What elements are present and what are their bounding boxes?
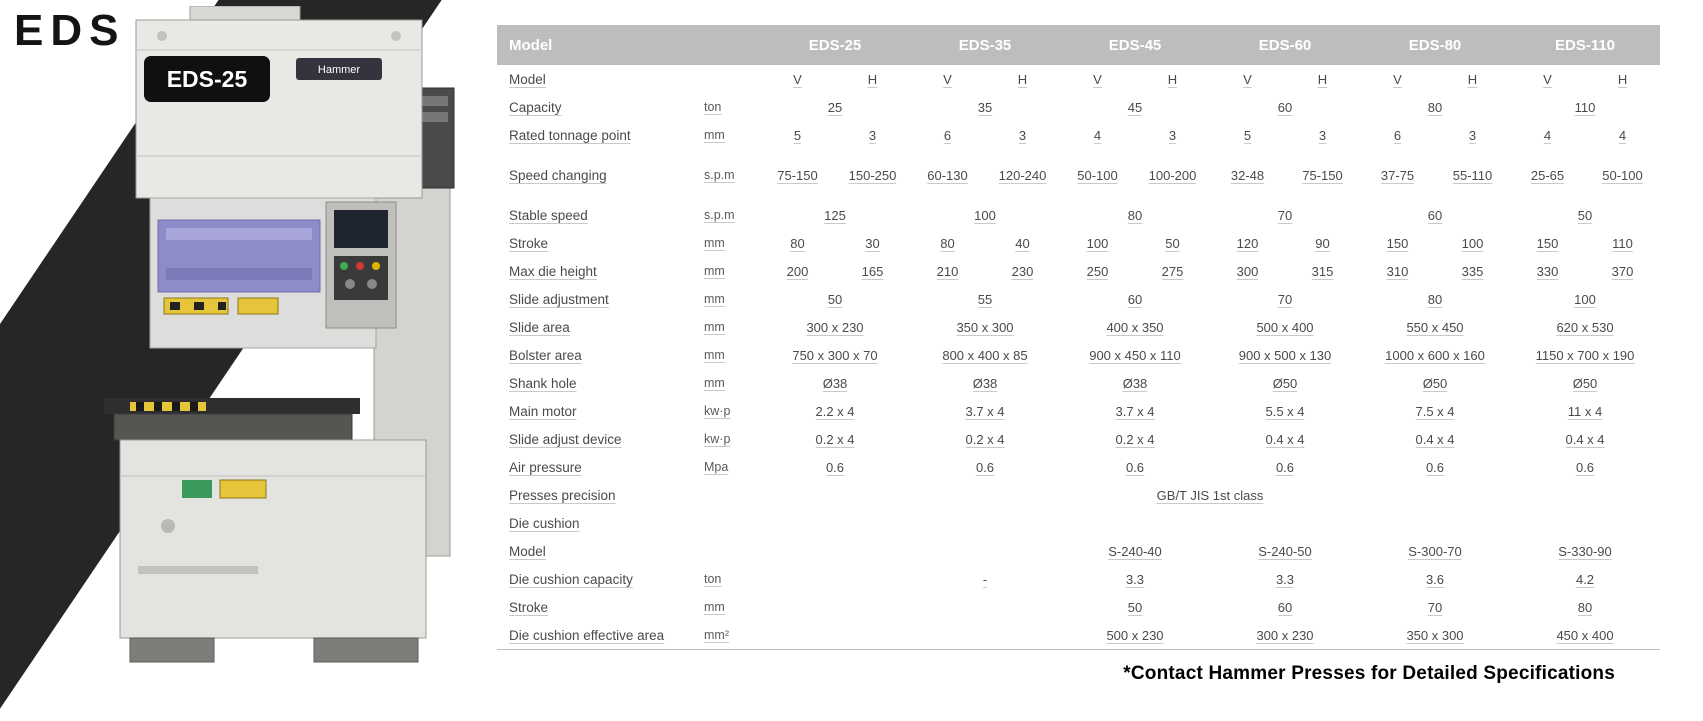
spec-value: 50	[827, 291, 843, 307]
spec-value: 2.2 x 4	[815, 403, 855, 419]
spec-value: 310	[1386, 263, 1409, 279]
unit-cell	[702, 509, 760, 537]
spec-value: Ø38	[972, 375, 998, 391]
row-label: Model	[509, 543, 546, 559]
machine-feet	[130, 638, 418, 662]
spec-value: 0.2 x 4	[1115, 431, 1155, 447]
spec-row	[497, 453, 1660, 481]
spec-value: 5	[793, 127, 802, 143]
spec-value: 550 x 450	[1406, 319, 1464, 335]
spec-value: Ø50	[1572, 375, 1598, 391]
unit-cell: s.p.m	[704, 208, 735, 222]
spec-value: 315	[1311, 263, 1334, 279]
spec-row	[497, 285, 1660, 313]
spec-value: V	[793, 71, 802, 87]
spec-value: 55	[977, 291, 993, 307]
footer-note: *Contact Hammer Presses for Detailed Specifications	[1123, 663, 1615, 684]
brand-plate	[296, 58, 382, 80]
row-label: Die cushion capacity	[509, 571, 633, 587]
spec-value: 3	[1318, 127, 1327, 143]
spec-value: 0.6	[975, 459, 995, 475]
unit-cell: kw·p	[704, 404, 731, 418]
spec-value: 50	[1577, 207, 1593, 223]
spec-value: 300	[1236, 263, 1259, 279]
row-label: Stable speed	[509, 207, 588, 223]
spec-row	[497, 201, 1660, 229]
spec-value	[760, 593, 910, 621]
row-label: Slide area	[509, 319, 570, 335]
spacer-row	[497, 149, 1660, 161]
spec-value: 100	[974, 207, 996, 223]
unit-cell	[702, 65, 760, 93]
spec-value: 7.5 x 4	[1415, 403, 1455, 419]
row-label: Die cushion effective area	[497, 621, 702, 650]
bolster	[104, 398, 360, 440]
spec-value: 750 x 300 x 70	[792, 347, 878, 363]
spec-row	[497, 397, 1660, 425]
unit-cell: s.p.m	[704, 168, 735, 182]
spec-value: 335	[1461, 263, 1484, 279]
spec-value: 330	[1536, 263, 1559, 279]
spec-value: H	[1167, 71, 1178, 87]
unit-cell: mm	[704, 236, 725, 250]
spec-row	[497, 229, 1660, 257]
spec-value: 80	[1577, 599, 1593, 615]
spec-value: S-300-70	[1408, 543, 1462, 559]
spec-value: 165	[861, 263, 884, 279]
spec-value: 100	[1086, 235, 1109, 251]
unit-cell: kw·p	[704, 432, 731, 446]
spec-value: 4	[1093, 127, 1102, 143]
spec-value: S-330-90	[1558, 543, 1612, 559]
spec-value: H	[867, 71, 878, 87]
spec-value: 120-240	[998, 167, 1047, 183]
unit-cell	[702, 481, 760, 509]
spec-value: 230	[1011, 263, 1034, 279]
spec-value: 0.6	[1425, 459, 1445, 475]
spec-value: 400 x 350	[1106, 319, 1164, 335]
spec-value: 70	[1277, 291, 1293, 307]
spec-value	[760, 621, 910, 650]
spec-value: 3.6	[1425, 571, 1445, 587]
spec-row	[497, 257, 1660, 285]
spec-value: 35	[977, 99, 993, 115]
row-label: Slide adjust device	[509, 431, 622, 447]
spec-value: 3	[1018, 127, 1027, 143]
spec-value: V	[1093, 71, 1102, 87]
row-label: Main motor	[509, 403, 577, 419]
spec-value: 80	[1427, 291, 1443, 307]
spec-value: 450 x 400	[1510, 621, 1660, 650]
spec-row	[497, 509, 1660, 537]
row-label: Presses precision	[509, 487, 616, 503]
unit-cell	[702, 537, 760, 565]
spec-value: H	[1617, 71, 1628, 87]
spec-value: V	[1243, 71, 1252, 87]
spec-value: 60-130	[927, 167, 968, 183]
spec-value	[910, 537, 1060, 565]
header-cell-eds-80: EDS-80	[1360, 25, 1510, 65]
spec-row	[497, 369, 1660, 397]
spec-value: 0.6	[1275, 459, 1295, 475]
header-cell-model: Model	[497, 25, 760, 65]
spec-value: 620 x 530	[1556, 319, 1614, 335]
machine-illustration	[78, 6, 482, 670]
row-label: Air pressure	[509, 459, 582, 475]
spec-row	[497, 593, 1660, 621]
spec-value: 250	[1086, 263, 1109, 279]
spec-value: H	[1017, 71, 1028, 87]
spec-value: V	[1543, 71, 1552, 87]
spec-value: 4	[1618, 127, 1627, 143]
spec-value: 50	[1127, 599, 1143, 615]
spec-value: -	[982, 571, 988, 587]
unit-cell: mm	[704, 264, 725, 278]
unit-cell: mm	[704, 348, 725, 362]
spec-value: S-240-50	[1258, 543, 1312, 559]
unit-cell: mm	[704, 320, 725, 334]
spec-value: 275	[1161, 263, 1184, 279]
spec-row	[497, 121, 1660, 149]
spec-value: 50-100	[1077, 167, 1118, 183]
spec-row	[497, 425, 1660, 453]
spec-row	[497, 161, 1660, 189]
row-label: Stroke	[509, 235, 549, 251]
spec-value: 0.2 x 4	[815, 431, 855, 447]
spec-value: H	[1317, 71, 1328, 87]
unit-cell: mm	[704, 376, 725, 390]
spec-value: 125	[824, 207, 846, 223]
spec-value: 3	[1468, 127, 1477, 143]
row-label: Bolster area	[509, 347, 582, 363]
unit-cell: Mpa	[704, 460, 729, 474]
header-cell-eds-45: EDS-45	[1060, 25, 1210, 65]
spec-value: 100	[1574, 291, 1596, 307]
spec-value: 110	[1612, 235, 1633, 251]
spec-value	[910, 593, 1060, 621]
row-label: Speed changing	[509, 167, 607, 183]
spec-value: 70	[1427, 599, 1443, 615]
series-logo: EDS	[14, 6, 126, 55]
spec-value: 25-65	[1530, 167, 1565, 183]
spec-row	[497, 93, 1660, 121]
row-label: Slide adjustment	[509, 291, 609, 307]
row-label: Model	[509, 71, 546, 87]
spec-value: 210	[936, 263, 959, 279]
spec-value: V	[1393, 71, 1402, 87]
spec-value: 100-200	[1148, 167, 1197, 183]
spec-value: 32-48	[1230, 167, 1265, 183]
spec-value: 80	[940, 235, 955, 251]
spec-value: 3.7 x 4	[965, 403, 1005, 419]
header-cell-eds-110: EDS-110	[1510, 25, 1660, 65]
section-empty	[760, 509, 1660, 537]
spec-value: 150	[1536, 235, 1559, 251]
spec-value: 90	[1315, 235, 1330, 251]
spec-value: 900 x 500 x 130	[1238, 347, 1332, 363]
spec-value: Ø38	[1122, 375, 1148, 391]
spec-table-header	[497, 25, 1660, 65]
spec-value: 3	[868, 127, 877, 143]
spec-value: 0.6	[1125, 459, 1145, 475]
spec-value: 3.3	[1125, 571, 1145, 587]
unit-cell: ton	[704, 100, 722, 114]
machine-base	[120, 440, 426, 638]
unit-cell: mm	[704, 600, 725, 614]
unit-cell: mm	[704, 128, 725, 142]
spec-value: 5	[1243, 127, 1252, 143]
spacer-cell	[497, 189, 1660, 201]
spec-value: S-240-40	[1108, 543, 1162, 559]
unit-cell: mm	[704, 292, 725, 306]
spec-value-span: GB/T JIS 1st class	[1156, 487, 1264, 503]
spec-value: 50-100	[1602, 167, 1643, 183]
spec-row	[497, 565, 1660, 593]
spec-row	[497, 621, 1660, 650]
spec-row	[497, 313, 1660, 341]
spec-value: 370	[1611, 263, 1634, 279]
spec-value: 5.5 x 4	[1265, 403, 1305, 419]
spec-value: 0.4 x 4	[1415, 431, 1455, 447]
spec-value: 500 x 230	[1060, 621, 1210, 650]
spec-value: H	[1467, 71, 1478, 87]
spec-value: 37-75	[1380, 167, 1415, 183]
spec-value: 110	[1574, 99, 1596, 115]
brand-plate-text: Hammer	[317, 64, 361, 76]
spec-value: Ø38	[822, 375, 848, 391]
spec-table-area	[497, 25, 1677, 650]
spec-value: 200	[786, 263, 809, 279]
spec-value: 25	[827, 99, 843, 115]
unit-cell: ton	[704, 572, 722, 586]
model-plate-text: EDS-25	[166, 66, 248, 92]
spec-value: 0.6	[1575, 459, 1595, 475]
spec-value: 350 x 300	[1360, 621, 1510, 650]
spec-value: 1000 x 600 x 160	[1385, 347, 1485, 363]
spec-value	[910, 621, 1060, 650]
spec-value: 50	[1165, 235, 1180, 251]
spacer-row	[497, 189, 1660, 201]
spec-value	[760, 537, 910, 565]
spec-value: 900 x 450 x 110	[1089, 347, 1181, 363]
spec-value: 120	[1236, 235, 1259, 251]
spec-value: 0.4 x 4	[1565, 431, 1605, 447]
hero-panel	[0, 0, 497, 721]
spec-value: 0.4 x 4	[1265, 431, 1305, 447]
spec-value: 30	[865, 235, 880, 251]
spec-value: 1150 x 700 x 190	[1535, 347, 1635, 363]
spec-value: 0.6	[825, 459, 845, 475]
row-label: Die cushion	[509, 515, 580, 531]
spec-value: 300 x 230	[1210, 621, 1360, 650]
row-label: Capacity	[509, 99, 562, 115]
row-label: Stroke	[509, 599, 549, 615]
spec-value: 800 x 400 x 85	[942, 347, 1028, 363]
row-label: Shank hole	[509, 375, 577, 391]
header-cell-eds-35: EDS-35	[910, 25, 1060, 65]
spec-value: Ø50	[1422, 375, 1448, 391]
row-label: Max die height	[509, 263, 597, 279]
spec-value: 45	[1127, 99, 1143, 115]
spec-value: 60	[1277, 599, 1293, 615]
spec-value: 4	[1543, 127, 1552, 143]
spec-value: 75-150	[777, 167, 818, 183]
model-plate	[144, 56, 270, 102]
row-label: Rated tonnage point	[509, 127, 631, 143]
spacer-cell	[497, 149, 1660, 161]
spec-value: 300 x 230	[806, 319, 864, 335]
spec-value: 500 x 400	[1256, 319, 1314, 335]
spec-table	[497, 25, 1660, 650]
spec-value: 4.2	[1575, 571, 1595, 587]
spec-value: 60	[1427, 207, 1443, 223]
spec-row	[497, 481, 1660, 509]
spec-value: 70	[1277, 207, 1293, 223]
spec-value: V	[943, 71, 952, 87]
spec-value: 350 x 300	[956, 319, 1014, 335]
spec-row	[497, 537, 1660, 565]
spec-value: 80	[790, 235, 805, 251]
spec-row	[497, 65, 1660, 93]
spec-value: 80	[1127, 207, 1143, 223]
spec-value: 55-110	[1452, 167, 1493, 183]
spec-value: 3.3	[1275, 571, 1295, 587]
spec-value: 60	[1127, 291, 1143, 307]
spec-value: 3.7 x 4	[1115, 403, 1155, 419]
spec-value: 3	[1168, 127, 1177, 143]
spec-value: 75-150	[1302, 167, 1343, 183]
header-cell-eds-25: EDS-25	[760, 25, 910, 65]
spec-value: 0.2 x 4	[965, 431, 1005, 447]
control-panel	[326, 202, 396, 328]
spec-row	[497, 341, 1660, 369]
spec-value: 6	[1393, 127, 1402, 143]
spec-value: 100	[1461, 235, 1484, 251]
unit-cell: mm²	[702, 621, 760, 650]
spec-value: 150	[1386, 235, 1409, 251]
spec-value: 150-250	[848, 167, 897, 183]
spec-value: 80	[1427, 99, 1443, 115]
spec-value: 40	[1015, 235, 1030, 251]
header-cell-eds-60: EDS-60	[1210, 25, 1360, 65]
spec-value: Ø50	[1272, 375, 1298, 391]
spec-value	[760, 565, 910, 593]
spec-value: 11 x 4	[1567, 403, 1603, 419]
spec-value: 60	[1277, 99, 1293, 115]
spec-value: 6	[943, 127, 952, 143]
